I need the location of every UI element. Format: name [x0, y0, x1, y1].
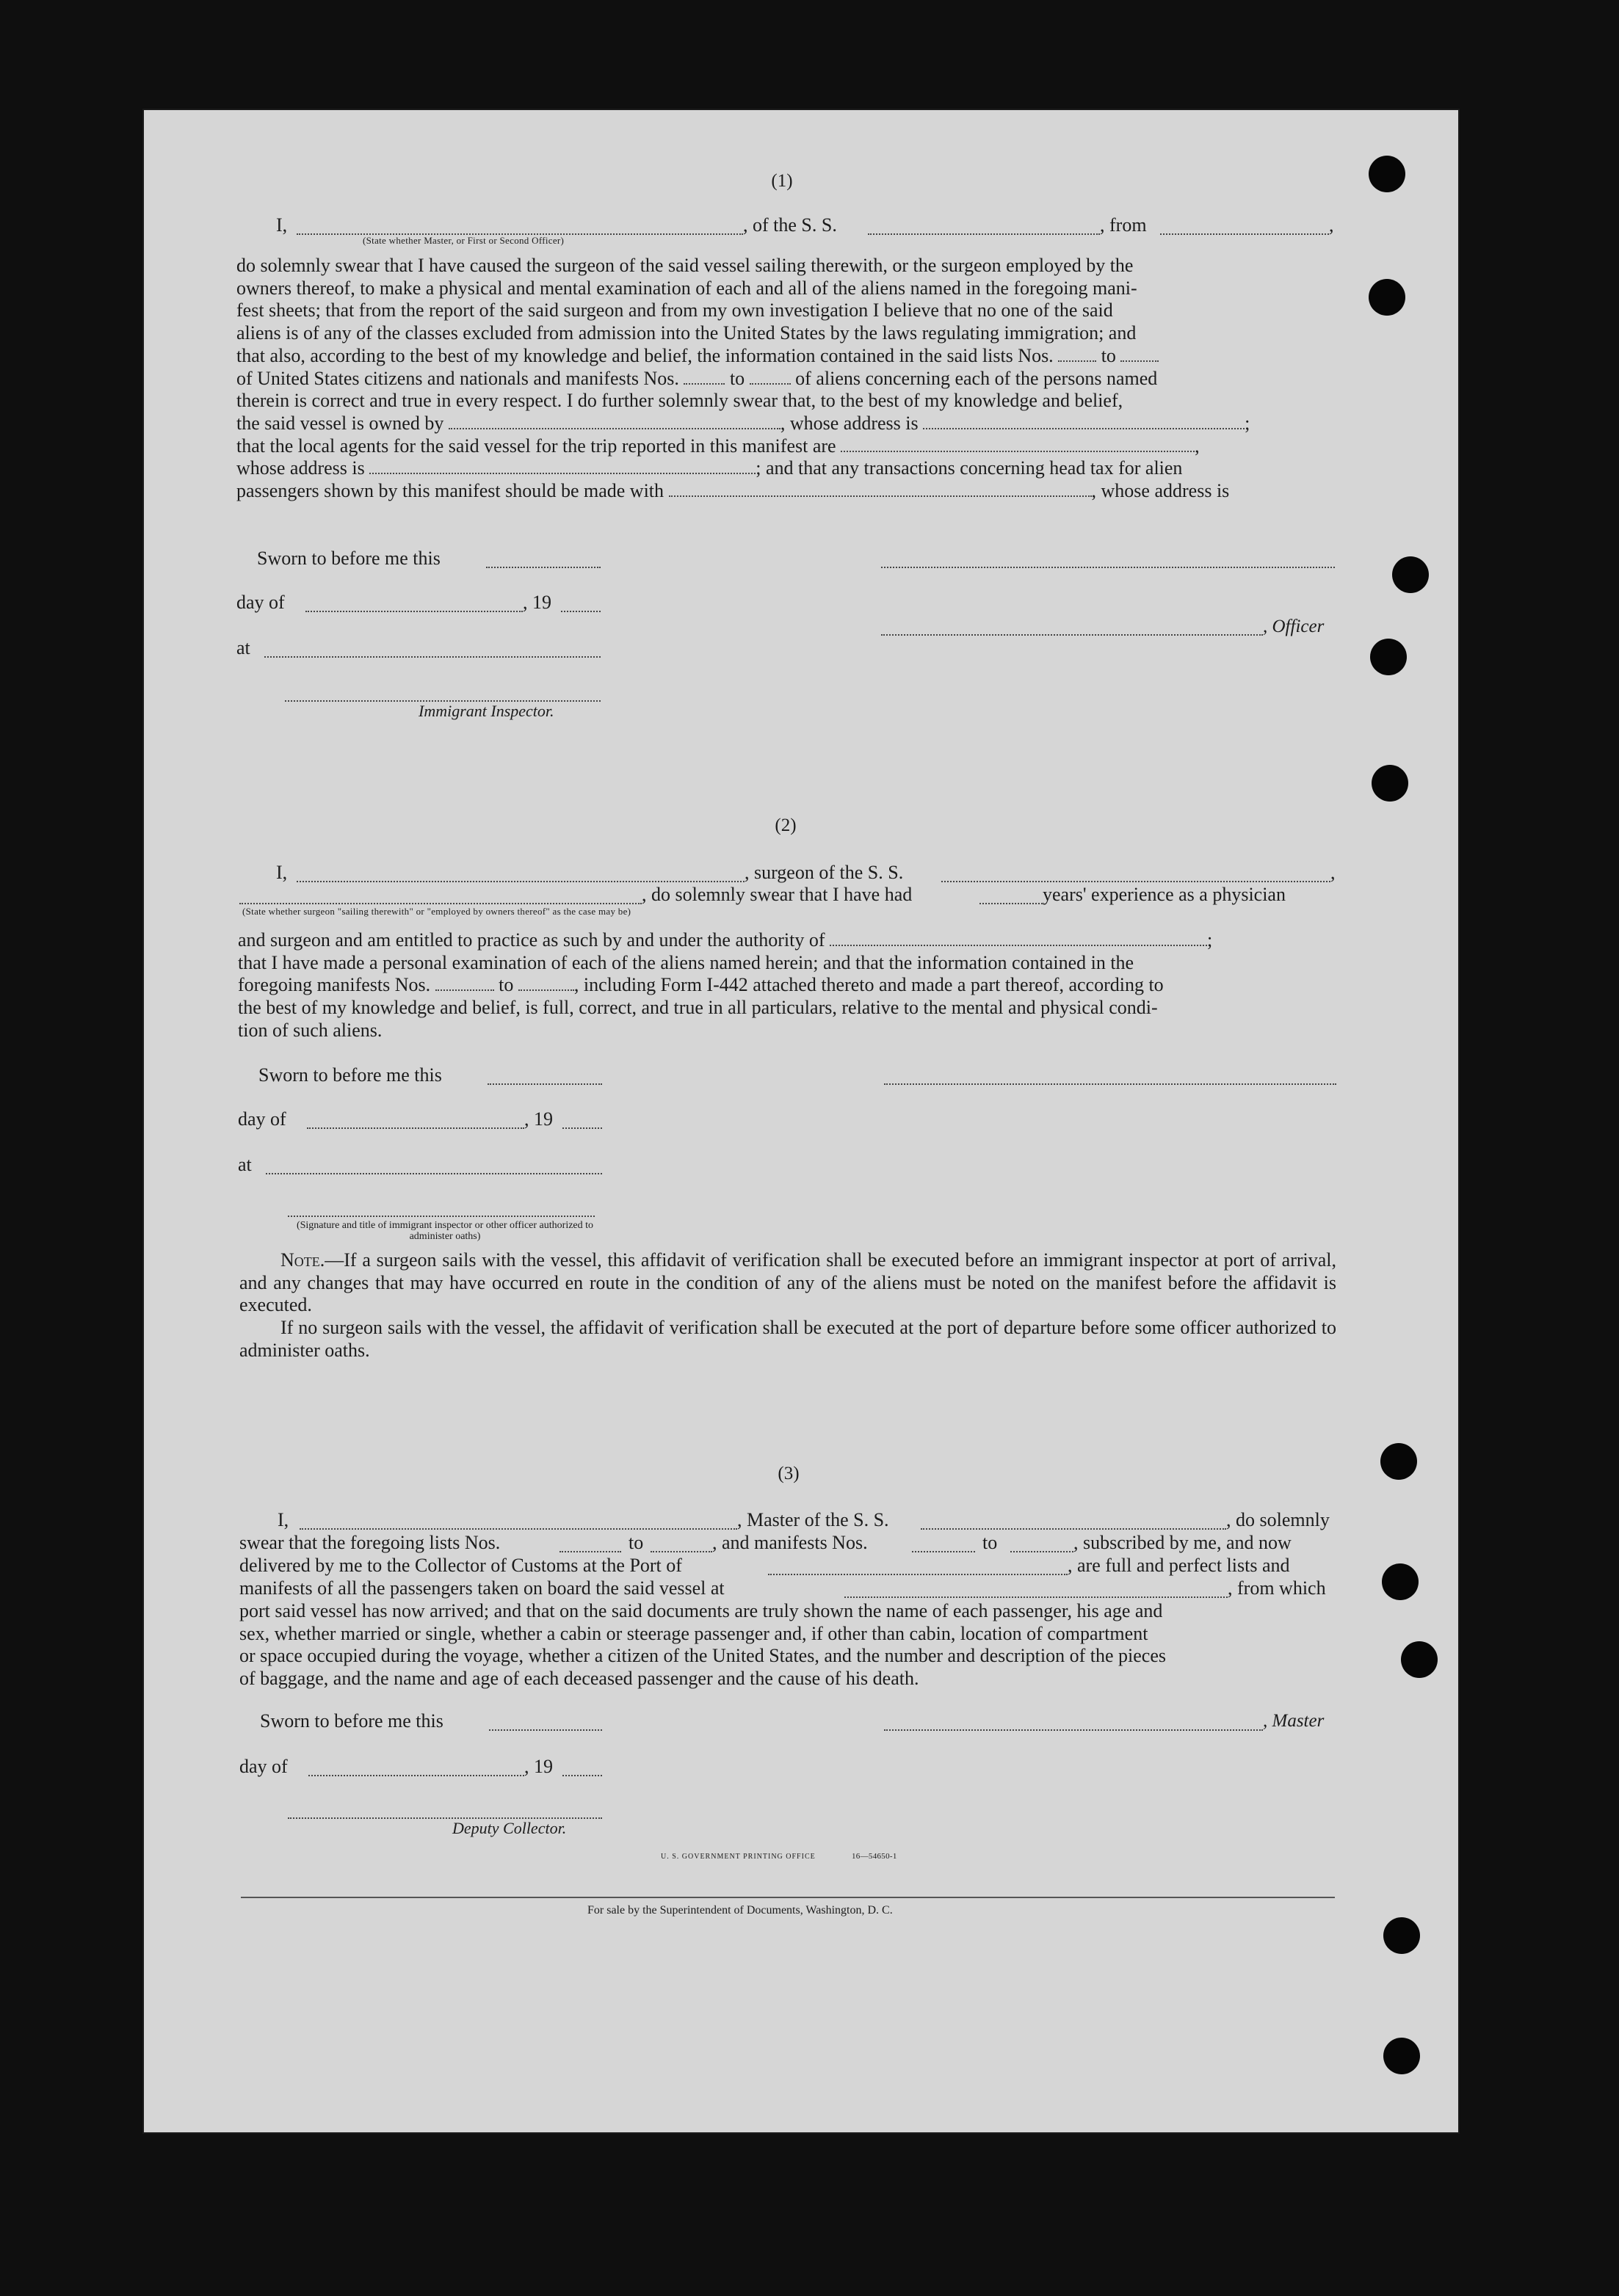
s2-vessel-field[interactable]: [941, 881, 1330, 882]
s1-sworn: Sworn to before me this: [257, 548, 441, 569]
s1-body-line: do solemnly swear that I have caused the surgeon of the said vessel sailing therewith, or the surgeon employed by the: [236, 255, 1134, 276]
note-1-text: —If a surgeon sails with the vessel, this affidavit of verification shall be executed before an immigrant inspector at port of arrival, and any changes that may have occurred en route in the condition of any of the aliens must be noted on the manifest before the affidavit is executed.: [239, 1249, 1336, 1316]
s3-subscribed: , subscribed by me, and now: [1073, 1532, 1292, 1553]
s1-body-agent-address-line: [236, 457, 1335, 480]
s1-body-line: passengers shown by this manifest should be made with: [236, 480, 664, 502]
binder-hole: [1369, 279, 1405, 316]
s3-body-line: port said vessel has now arrived; and that on the said documents are truly shown the name of each passenger, his age and: [239, 1600, 1163, 1621]
note-paragraph: [239, 1249, 1336, 1362]
note-1: [239, 1249, 1336, 1317]
binder-hole: [1369, 156, 1405, 192]
s2-surgeon-signature-field[interactable]: [884, 1083, 1336, 1085]
owner-field[interactable]: [449, 427, 780, 429]
binder-hole: [1370, 639, 1407, 675]
s3-deputy-label: Deputy Collector.: [452, 1819, 567, 1837]
section-3-body: [239, 1600, 1338, 1690]
s3-lists-to-field[interactable]: [651, 1551, 712, 1552]
years-experience-field[interactable]: [979, 903, 1043, 904]
s3-body-line: or space occupied during the voyage, whether a citizen of the United States, and the number and description of the pieces: [239, 1645, 1167, 1667]
s1-body-line: that also, according to the best of my knowledge and belief, the information contained in the said lists Nos.: [236, 344, 1054, 366]
s2-semicolon: ;: [1207, 929, 1213, 951]
s3-to-2: to: [982, 1532, 998, 1553]
binder-hole: [1383, 1917, 1420, 1954]
s2-swear: , do solemnly swear that I have had: [642, 884, 913, 905]
owner-address-field[interactable]: [923, 427, 1245, 429]
s1-body-line: aliens is of any of the classes excluded from admission into the United States by the laws regulating immigration; and: [236, 322, 1137, 344]
s1-officer-label: , Officer: [1263, 617, 1325, 636]
s2-years: years' experience as a physician: [1043, 884, 1286, 905]
from-port-field[interactable]: [1160, 233, 1329, 235]
s3-day-of: day of: [239, 1756, 288, 1777]
s3-master-signature-field[interactable]: [884, 1729, 1263, 1731]
s1-whose-address-2: , whose address is: [1091, 480, 1230, 502]
s2-body-line: that I have made a personal examination of each of the aliens named herein; and that the information contained in the: [238, 951, 1134, 973]
s2-manifests-to-field[interactable]: [518, 989, 574, 991]
s1-whose-address: , whose address is: [780, 412, 919, 434]
s2-at-field[interactable]: [266, 1173, 602, 1174]
s1-day-of: day of: [236, 592, 285, 613]
s1-body-head-tax-line: [236, 480, 1335, 503]
s3-vessel-field[interactable]: [921, 1528, 1226, 1530]
s3-body-line: of baggage, and the name and age of each deceased passenger and the cause of his death.: [239, 1668, 919, 1690]
s1-officer-title-field[interactable]: [881, 634, 1263, 636]
section-1-number: (1): [771, 171, 793, 191]
s3-master-label: , Master: [1263, 1711, 1325, 1731]
section-1-from: , from: [1100, 214, 1147, 236]
s3-nineteen: , 19: [524, 1756, 553, 1777]
agents-field[interactable]: [841, 450, 1195, 452]
s1-head-tax: ; and that any transactions concerning head tax for alien: [756, 457, 1183, 479]
s2-sworn: Sworn to before me this: [258, 1064, 442, 1086]
s3-port-field[interactable]: [768, 1574, 1068, 1575]
section-3-solemnly: , do solemnly: [1226, 1509, 1330, 1530]
s1-body-owner-line: [236, 413, 1335, 435]
s1-body-line: of United States citizens and nationals and manifests Nos.: [236, 367, 679, 389]
s2-including: , including Form I-442 attached thereto and made a part thereof, according to: [573, 974, 1164, 996]
manifests-to-field[interactable]: [750, 382, 791, 385]
s2-body-line: tion of such aliens.: [238, 1019, 383, 1041]
s1-comma: ,: [1195, 435, 1200, 457]
s1-sworn-day-field[interactable]: [486, 567, 601, 568]
s3-month-field[interactable]: [308, 1775, 524, 1776]
s3-sworn-day-field[interactable]: [489, 1729, 602, 1731]
s1-at-field[interactable]: [264, 656, 601, 658]
binder-hole: [1392, 556, 1429, 593]
section-1-body: [236, 255, 1335, 503]
agents-address-field[interactable]: [369, 472, 756, 474]
to-label: to: [1101, 344, 1116, 366]
s3-delivered: delivered by me to the Collector of Customs at the Port of: [239, 1555, 682, 1576]
to-label: to: [499, 974, 514, 996]
s1-body-line: therein is correct and true in every respect. I do further solemnly swear that, to the best of my knowledge and belief,: [236, 390, 1123, 412]
gpo-imprint: U. S. GOVERNMENT PRINTING OFFICE: [661, 1853, 816, 1861]
s1-body-line: whose address is: [236, 457, 365, 479]
s1-month-field[interactable]: [305, 611, 523, 612]
section-1-of-ss: , of the S. S.: [743, 214, 837, 236]
officer-caption: (State whether Master, or First or Second Officer): [363, 235, 565, 246]
head-tax-agent-field[interactable]: [669, 495, 1092, 497]
s3-from-which: , from which: [1228, 1577, 1326, 1599]
section-2-body: [238, 929, 1336, 1042]
s3-and-manifests: , and manifests Nos.: [712, 1532, 868, 1553]
section-1-comma: ,: [1329, 214, 1334, 236]
binder-hole: [1380, 1443, 1417, 1480]
s1-body-lists-line: [236, 345, 1335, 368]
section-3-master-ss: , Master of the S. S.: [737, 1509, 889, 1530]
s2-day-of: day of: [238, 1108, 286, 1130]
s1-semicolon: ;: [1245, 412, 1250, 434]
s2-body-line: and surgeon and am entitled to practice as such by and under the authority of: [238, 929, 825, 951]
s1-officer-signature-field[interactable]: [881, 567, 1335, 568]
s3-lists-from-field[interactable]: [559, 1551, 621, 1552]
note-2: If no surgeon sails with the vessel, the affidavit of verification shall be executed at the port of departure before some officer authorized to administer oaths.: [239, 1317, 1336, 1361]
s2-signature-caption: (Signature and title of immigrant inspector or other officer authorized to administer oaths): [296, 1220, 594, 1242]
section-3-number: (3): [778, 1464, 800, 1483]
lists-from-field[interactable]: [1058, 360, 1096, 362]
section-1-i: I,: [276, 214, 288, 236]
s1-body-agents-line: [236, 435, 1335, 458]
s2-manifests-from-field[interactable]: [435, 989, 494, 991]
s1-inspector-label: Immigrant Inspector.: [419, 702, 554, 720]
s3-year-field[interactable]: [562, 1775, 602, 1776]
authority-field[interactable]: [830, 944, 1207, 946]
s3-manifests-from-field[interactable]: [912, 1551, 975, 1552]
s2-year-field[interactable]: [562, 1127, 602, 1129]
binder-hole: [1382, 1563, 1419, 1600]
s1-of-aliens: of aliens concerning each of the persons named: [795, 367, 1158, 389]
s1-body-manifests-line: [236, 368, 1335, 390]
s1-at: at: [236, 637, 250, 658]
s1-body-line: that the local agents for the said vessel for the trip reported in this manifest are: [236, 435, 836, 457]
s2-nineteen: , 19: [524, 1108, 553, 1130]
s3-to-1: to: [629, 1532, 644, 1553]
surgeon-name-field[interactable]: [297, 881, 745, 882]
s1-body-line: fest sheets; that from the report of the said surgeon and from my own investigation I believe that no one of the said: [236, 299, 1113, 321]
footer-rule: [241, 1897, 1335, 1898]
s3-manifests-to-field[interactable]: [1010, 1551, 1073, 1552]
section-3-i: I,: [278, 1509, 289, 1530]
s3-swear: swear that the foregoing lists Nos.: [239, 1532, 501, 1553]
binder-hole: [1401, 1641, 1438, 1678]
master-name-field[interactable]: [300, 1528, 737, 1530]
binder-hole: [1372, 765, 1408, 802]
form-number: 16—54650-1: [852, 1852, 897, 1861]
s3-departure-port-field[interactable]: [844, 1596, 1228, 1598]
sale-notice: For sale by the Superintendent of Documents, Washington, D. C.: [587, 1904, 893, 1917]
s2-body-line: the best of my knowledge and belief, is full, correct, and true in all particulars, relative to the mental and physical condi-: [238, 997, 1158, 1019]
s2-body-line: foregoing manifests Nos.: [238, 974, 431, 996]
section-2-number: (2): [775, 815, 797, 835]
s2-at: at: [238, 1154, 252, 1175]
manifests-from-field[interactable]: [684, 382, 725, 385]
vessel-name-field[interactable]: [868, 233, 1100, 235]
s3-full-lists: , are full and perfect lists and: [1068, 1555, 1290, 1576]
lists-to-field[interactable]: [1120, 360, 1159, 362]
binder-hole: [1383, 2038, 1420, 2074]
note-label: Note.: [280, 1249, 325, 1271]
s1-body-line: owners thereof, to make a physical and mental examination of each and all of the aliens named in the foregoing mani-: [236, 277, 1137, 299]
section-2-surgeon-ss: , surgeon of the S. S.: [745, 862, 904, 883]
section-2-comma: ,: [1330, 862, 1336, 883]
s3-manifests-of-all: manifests of all the passengers taken on board the said vessel at: [239, 1577, 725, 1599]
s3-body-line: sex, whether married or single, whether a cabin or steerage passenger and, if other than cabin, location of compartment: [239, 1622, 1148, 1644]
section-2-i: I,: [276, 862, 288, 883]
s2-sworn-day-field[interactable]: [488, 1083, 602, 1085]
s1-body-line: the said vessel is owned by: [236, 412, 444, 434]
s1-nineteen: , 19: [523, 592, 551, 613]
s2-month-field[interactable]: [307, 1127, 524, 1129]
s1-year-field[interactable]: [561, 611, 601, 612]
s2-manifests-line: [238, 974, 1336, 997]
surgeon-caption: (State whether surgeon "sailing therewith" or "employed by owners thereof" as the case may be): [242, 906, 631, 917]
s2-inspector-signature-field[interactable]: [288, 1216, 595, 1217]
s3-sworn: Sworn to before me this: [260, 1710, 443, 1732]
to-label: to: [729, 367, 745, 389]
s2-authority-line: [238, 929, 1336, 952]
surgeon-status-field[interactable]: [239, 903, 642, 904]
